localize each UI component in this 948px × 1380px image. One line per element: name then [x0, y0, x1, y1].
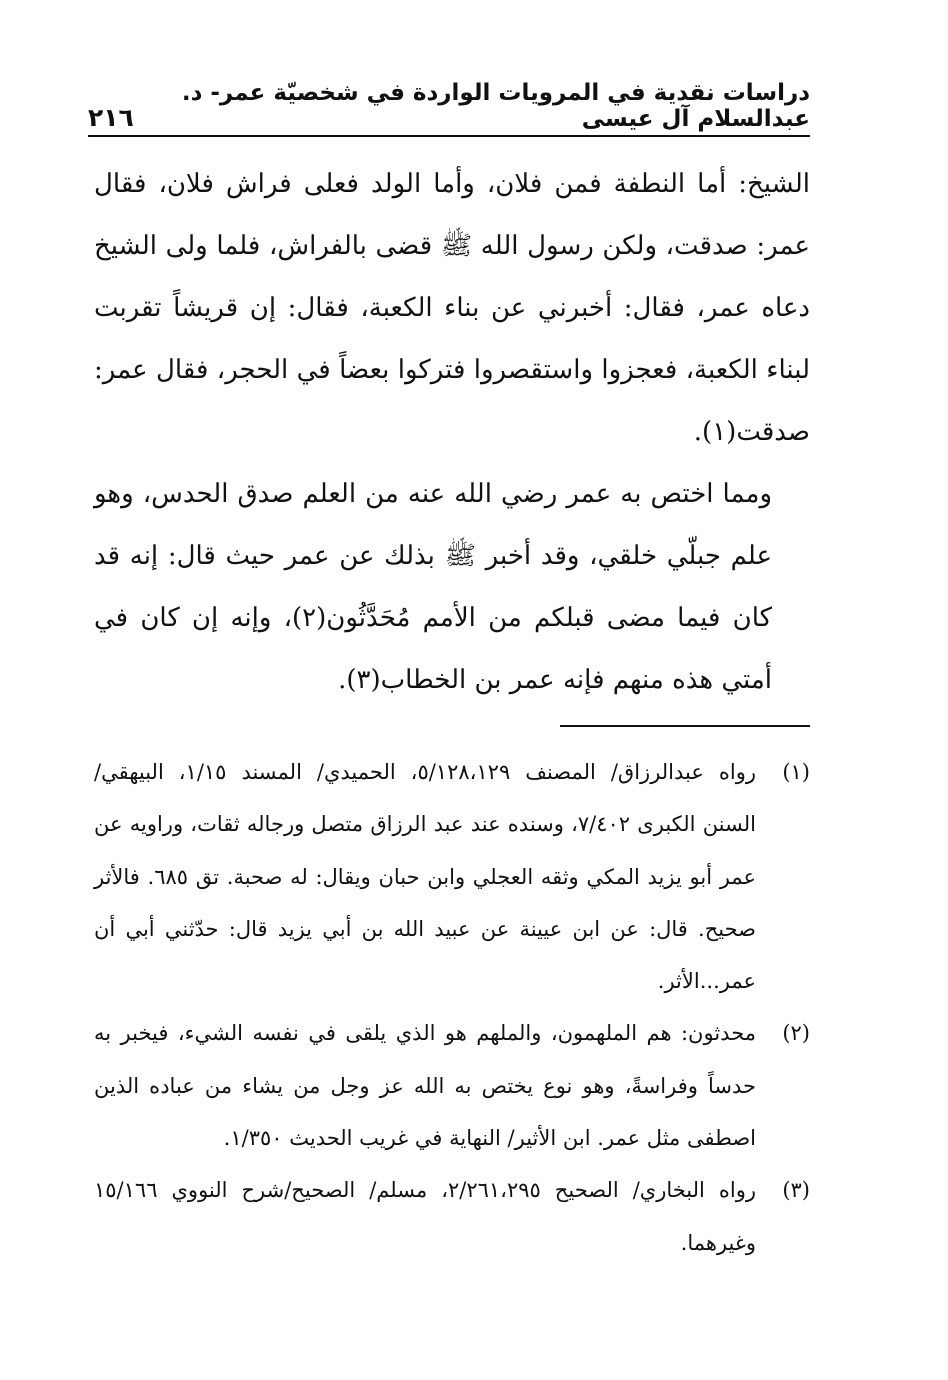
footnote-number: (٢) — [782, 1021, 810, 1046]
footnote-text: رواه البخاري/ الصحيح ٢/٢٦١،٢٩٥، مسلم/ الصحيح/شرح النووي ١٥/١٦٦ وغيرهما. — [94, 1178, 757, 1255]
footnote-separator — [560, 725, 810, 727]
footnotes — [94, 746, 810, 1269]
footnote-item — [94, 1007, 810, 1164]
footnote-text: محدثون: هم الملهمون، والملهم هو الذي يلقى في نفسه الشيء، فيخبر به حدساً وفراسةً، وهو نوع يختص به الله عز وجل من يشاء من عباده الذين اصطفى مثل عمر. ابن الأثير/ النهاية في غريب الحديث ١/٣٥٠. — [94, 1021, 756, 1151]
main-text — [94, 153, 810, 711]
running-header — [88, 80, 810, 132]
footnote-number: (٣) — [782, 1178, 810, 1203]
header-rule — [88, 135, 810, 137]
footnote-item — [94, 1164, 810, 1269]
body-paragraph: ومما اختص به عمر رضي الله عنه من العلم صدق الحدس، وهو علم جبلّي خلقي، وقد أخبر ﷺ بذلك عن عمر حيث قال: إنه قد كان فيما مضى قبلكم من الأمم مُحَدَّثُون(٢)، وإنه إن كان في أمتي هذه منهم فإنه عمر بن الخطاب(٣). — [94, 479, 773, 695]
footnote-text: رواه عبدالرزاق/ المصنف ٥/١٢٨،١٢٩، الحميدي/ المسند ١/١٥، البيهقي/ السنن الكبرى ٧/٤٠٢، وسنده عند عبد الرزاق متصل ورجاله ثقات، وراويه عن عمر أبو يزيد المكي وثقه العجلي وابن حبان ويقال: له صحبة. تق ٦٨٥. فالأثر صحيح. قال: عن ابن عيينة عن عبيد الله بن أبي يزيد قال: حدّثني أبي أن عمر...الأثر. — [94, 760, 756, 994]
footnote-number: (١) — [782, 760, 810, 784]
footnote-item — [94, 746, 810, 1007]
page-number: ٢١٦ — [88, 103, 134, 132]
body-paragraph: الشيخ: أما النطفة فمن فلان، وأما الولد فعلى فراش فلان، فقال عمر: صدقت، ولكن رسول الله ﷺ قضى بالفراش، فلما ولى الشيخ دعاه عمر، فقال: أخبرني عن بناء الكعبة، فقال: إن قريشاً تقربت لبناء الكعبة، فعجزوا واستقصروا فتركوا بعضاً في الحجر، فقال عمر: صدقت(١). — [94, 169, 810, 447]
running-header-title: دراسات نقدية في المرويات الواردة في شخصيّة عمر- د. عبدالسلام آل عيسى — [181, 80, 810, 132]
